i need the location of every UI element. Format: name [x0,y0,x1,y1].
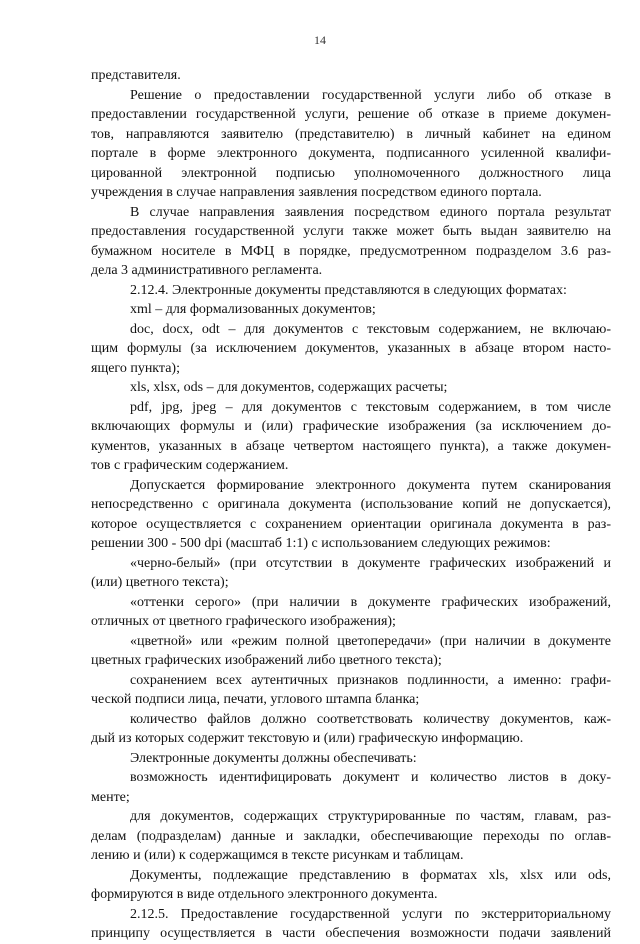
document-body [91,66,611,944]
text-line: ческой подписи лица, печати, углового штампа бланка; [91,692,420,707]
text-line: «оттенки серого» (при наличии в документе графических изображений, [130,594,611,610]
text-line: pdf, jpg, jpeg – для документов с текстовым содержанием, в том числе [130,399,611,415]
text-line: которое осуществляется с сохранением ориентации оригинала документа в раз- [91,516,611,532]
text-line: xml – для формализованных документов; [130,302,376,317]
text-line: цированной электронной подписью уполномоченного должностного лица [91,165,611,181]
text-line: тов, направляются заявителю (представителю) в личный кабинет на едином [91,126,611,142]
text-line: лению и (или) к содержащимся в тексте рисункам и таблицам. [91,848,464,863]
text-line: бумажном носителе в МФЦ в порядке, предусмотренном подразделом 3.6 раз- [91,243,611,259]
text-line: Документы, подлежащие представлению в форматах xls, xlsx или ods, [130,867,611,883]
text-line: xls, xlsx, ods – для документов, содержащих расчеты; [130,380,448,395]
text-line: «цветной» или «режим полной цветопередачи» (при наличии в документе [130,633,611,649]
text-line: предоставления государственной услуги также может быть выдан заявителю на [91,224,611,239]
text-line: щим формулы (за исключением документов, указанных в абзаце втором насто- [91,341,611,356]
text-line: Допускается формирование электронного документа путем сканирования [130,477,611,493]
text-line: сохранением всех аутентичных признаков подлинности, а именно: графи- [130,672,611,688]
text-line: портале в форме электронного документа, подписанного усиленной квалифи- [91,146,611,161]
page-number: 14 [314,33,326,47]
text-line: 2.12.4. Электронные документы представляются в следующих форматах: [130,282,567,298]
text-line: формируются в виде отдельного электронного документа. [91,887,438,902]
text-line: 2.12.5. Предоставление государственной услуги по экстерриториальному [130,906,611,922]
text-line: «черно-белый» (при отсутствии в документе графических изображений и [130,555,611,571]
text-line: принципу осуществляется в части обеспечения возможности подачи заявлений [91,926,611,941]
text-line: непосредственно с оригинала документа (использование копий не допускается), [91,497,611,512]
text-line: дый из которых содержит текстовую и (или) графическую информацию. [91,731,524,746]
text-line: менте; [91,789,130,805]
text-line: включающих формулы и (или) графические изображения (за исключением до- [91,419,611,434]
text-line: учреждения в случае направления заявления посредством единого портала. [91,185,542,200]
text-line: дела 3 административного регламента. [91,263,323,278]
text-line: тов с графическим содержанием. [91,458,289,473]
text-line: делам (подразделам) данные и закладки, обеспечивающие переходы по оглав- [91,828,611,844]
text-line: возможность идентифицировать документ и количество листов в доку- [130,770,611,785]
text-line: кументов, указанных в абзаце четвертом настоящего пункта), а также докумен- [91,438,611,454]
text-line: ящего пункта); [91,360,180,376]
text-line: В случае направления заявления посредством единого портала результат [130,204,611,220]
text-line: цветных графических изображений либо цветного текста); [91,653,442,668]
text-line: doc, docx, odt – для документов с текстовым содержанием, не включаю- [130,321,611,337]
text-line: представителя. [91,68,181,83]
text-line: (или) цветного текста); [91,575,229,590]
text-line: предоставлении государственной услуги, решение об отказе в приеме докумен- [91,107,611,122]
text-line: для документов, содержащих структурированные по частям, главам, раз- [130,809,611,824]
text-line: количество файлов должно соответствовать количеству документов, каж- [130,711,611,727]
text-line: Электронные документы должны обеспечивать: [130,750,417,766]
text-line: Решение о предоставлении государственной услуги либо об отказе в [130,87,611,103]
text-line: отличных от цветного графического изображения); [91,614,396,629]
text-line: решении 300 - 500 dpi (масштаб 1:1) с использованием следующих режимов: [91,536,551,551]
